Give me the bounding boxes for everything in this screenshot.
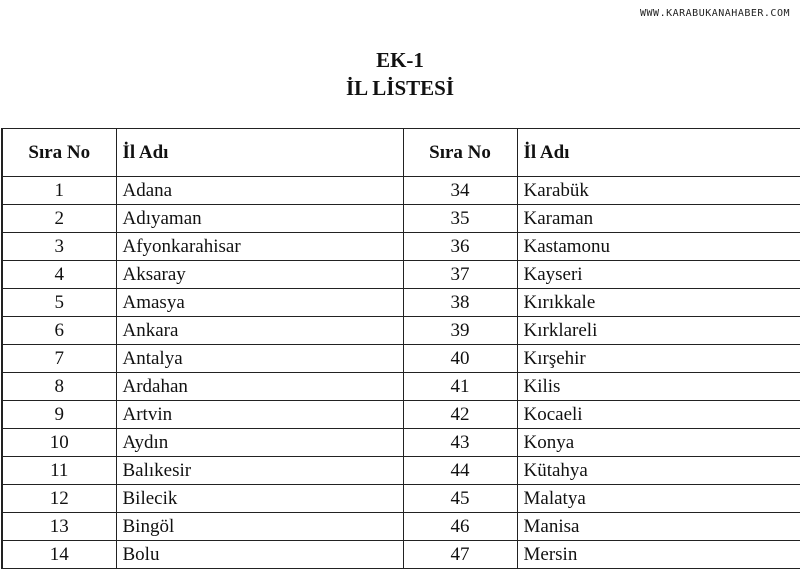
cell-sira-no: 37 bbox=[403, 261, 517, 289]
table-row bbox=[2, 317, 800, 345]
cell-il-adi: Antalya bbox=[116, 345, 403, 373]
cell-il-adi: Konya bbox=[517, 429, 800, 457]
cell-il-adi: Aksaray bbox=[116, 261, 403, 289]
cell-il-adi: Kırklareli bbox=[517, 317, 800, 345]
cell-sira-no: 3 bbox=[2, 233, 116, 261]
cell-sira-no: 36 bbox=[403, 233, 517, 261]
cell-il-adi: Malatya bbox=[517, 485, 800, 513]
cell-il-adi: Kastamonu bbox=[517, 233, 800, 261]
cell-il-adi: Bolu bbox=[116, 541, 403, 569]
cell-il-adi: Bingöl bbox=[116, 513, 403, 541]
cell-sira-no: 13 bbox=[2, 513, 116, 541]
cell-sira-no: 47 bbox=[403, 541, 517, 569]
cell-sira-no: 14 bbox=[2, 541, 116, 569]
cell-sira-no: 2 bbox=[2, 205, 116, 233]
cell-il-adi: Ankara bbox=[116, 317, 403, 345]
cell-sira-no: 40 bbox=[403, 345, 517, 373]
cell-il-adi: Karaman bbox=[517, 205, 800, 233]
cell-sira-no: 4 bbox=[2, 261, 116, 289]
cell-sira-no: 10 bbox=[2, 429, 116, 457]
table-row bbox=[2, 457, 800, 485]
cell-il-adi: Amasya bbox=[116, 289, 403, 317]
header-il-adi-left: İl Adı bbox=[116, 129, 403, 177]
cell-sira-no: 5 bbox=[2, 289, 116, 317]
cell-il-adi: Kırıkkale bbox=[517, 289, 800, 317]
cell-sira-no: 11 bbox=[2, 457, 116, 485]
cell-sira-no: 9 bbox=[2, 401, 116, 429]
province-table bbox=[1, 128, 800, 569]
cell-il-adi: Kayseri bbox=[517, 261, 800, 289]
cell-sira-no: 1 bbox=[2, 177, 116, 205]
header-sira-no-left: Sıra No bbox=[2, 129, 116, 177]
cell-il-adi: Manisa bbox=[517, 513, 800, 541]
cell-sira-no: 45 bbox=[403, 485, 517, 513]
table-row bbox=[2, 177, 800, 205]
table-row bbox=[2, 205, 800, 233]
table-row bbox=[2, 513, 800, 541]
cell-il-adi: Ardahan bbox=[116, 373, 403, 401]
header-il-adi-right: İl Adı bbox=[517, 129, 800, 177]
table-row bbox=[2, 485, 800, 513]
cell-il-adi: Artvin bbox=[116, 401, 403, 429]
cell-il-adi: Aydın bbox=[116, 429, 403, 457]
document-subtitle: İL LİSTESİ bbox=[346, 76, 454, 100]
table-row bbox=[2, 429, 800, 457]
cell-il-adi: Balıkesir bbox=[116, 457, 403, 485]
table-row bbox=[2, 373, 800, 401]
cell-sira-no: 46 bbox=[403, 513, 517, 541]
cell-sira-no: 43 bbox=[403, 429, 517, 457]
document-title: EK-1 bbox=[376, 48, 424, 72]
cell-il-adi: Karabük bbox=[517, 177, 800, 205]
cell-sira-no: 39 bbox=[403, 317, 517, 345]
cell-sira-no: 7 bbox=[2, 345, 116, 373]
cell-il-adi: Kilis bbox=[517, 373, 800, 401]
cell-il-adi: Kırşehir bbox=[517, 345, 800, 373]
cell-sira-no: 42 bbox=[403, 401, 517, 429]
table-row bbox=[2, 289, 800, 317]
cell-sira-no: 41 bbox=[403, 373, 517, 401]
cell-il-adi: Afyonkarahisar bbox=[116, 233, 403, 261]
cell-il-adi: Kütahya bbox=[517, 457, 800, 485]
cell-il-adi: Adıyaman bbox=[116, 205, 403, 233]
cell-sira-no: 44 bbox=[403, 457, 517, 485]
cell-sira-no: 6 bbox=[2, 317, 116, 345]
cell-sira-no: 38 bbox=[403, 289, 517, 317]
watermark: WWW.KARABUKANAHABER.COM bbox=[640, 8, 790, 19]
header-sira-no-right: Sıra No bbox=[403, 129, 517, 177]
cell-il-adi: Kocaeli bbox=[517, 401, 800, 429]
table-row bbox=[2, 233, 800, 261]
cell-il-adi: Adana bbox=[116, 177, 403, 205]
table-row bbox=[2, 541, 800, 569]
table-row bbox=[2, 261, 800, 289]
cell-il-adi: Mersin bbox=[517, 541, 800, 569]
header-row bbox=[2, 129, 800, 177]
table-row bbox=[2, 345, 800, 373]
cell-sira-no: 35 bbox=[403, 205, 517, 233]
cell-sira-no: 12 bbox=[2, 485, 116, 513]
cell-sira-no: 8 bbox=[2, 373, 116, 401]
cell-il-adi: Bilecik bbox=[116, 485, 403, 513]
cell-sira-no: 34 bbox=[403, 177, 517, 205]
table-row bbox=[2, 401, 800, 429]
